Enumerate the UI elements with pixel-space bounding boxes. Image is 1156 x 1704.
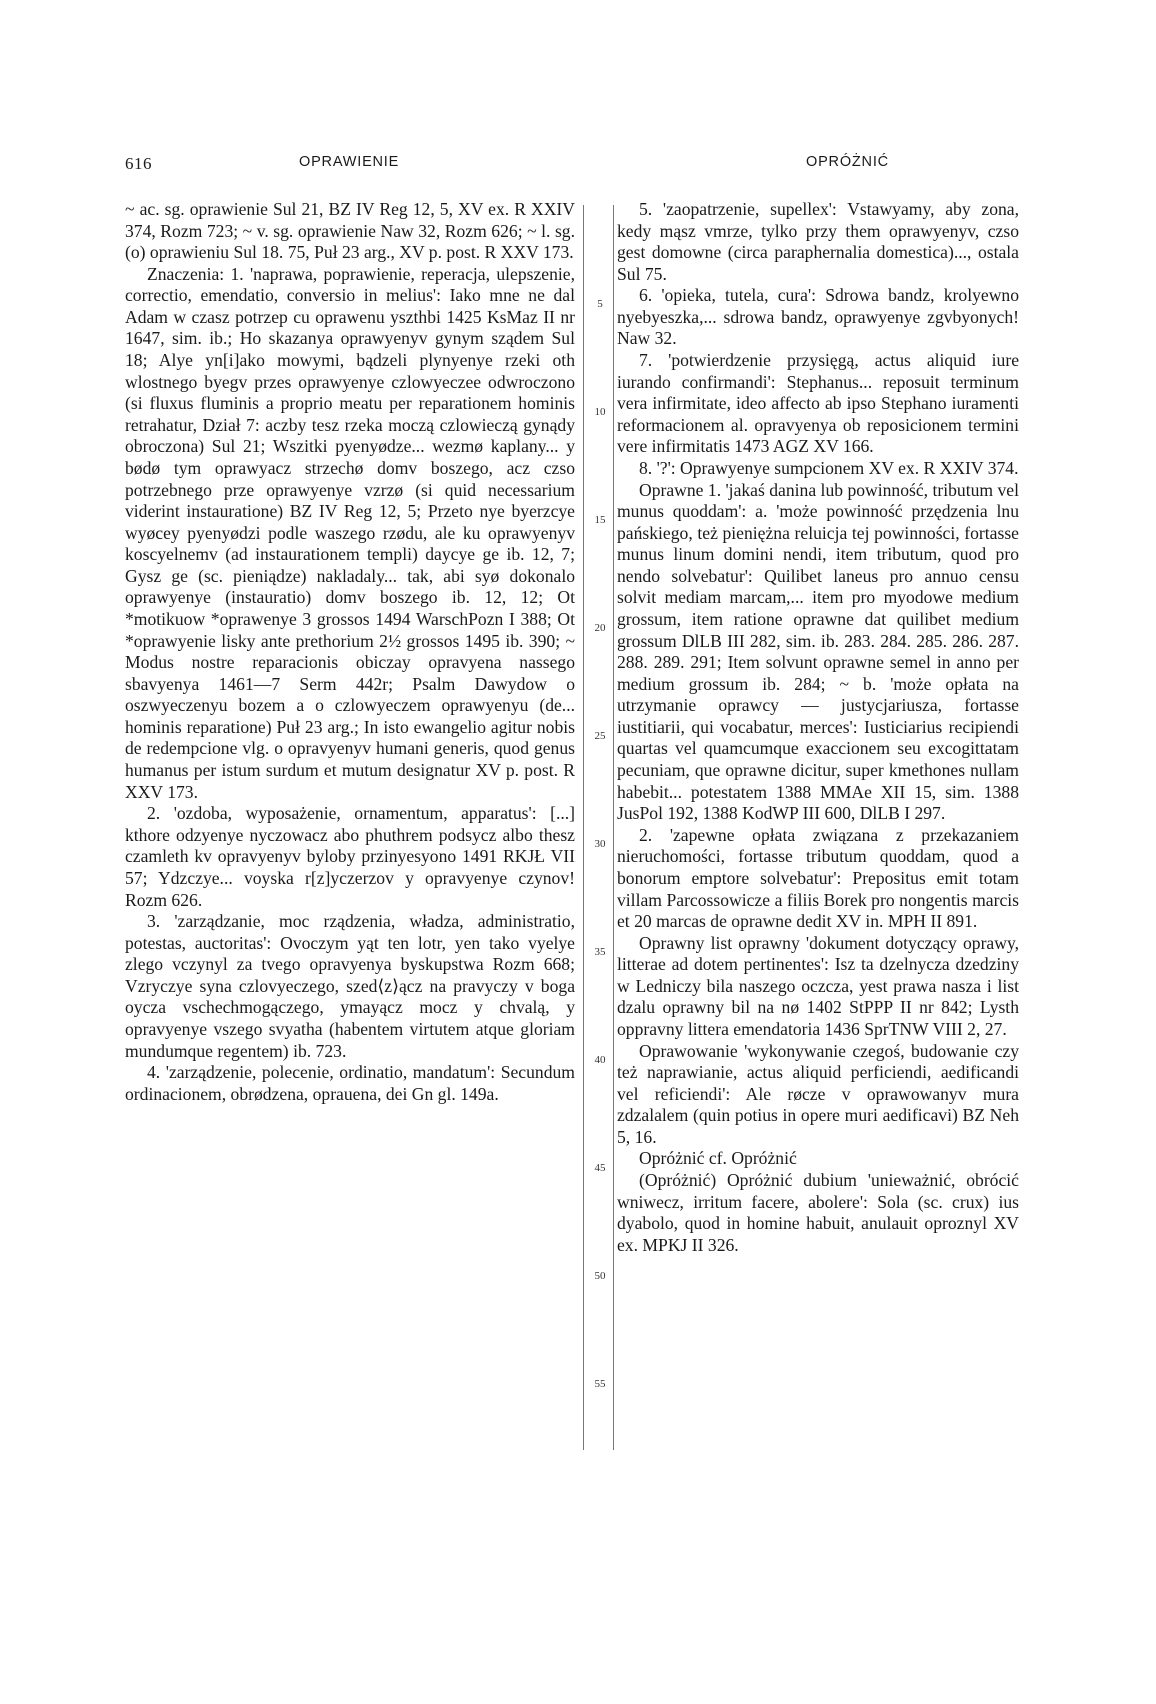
line-number: 25: [594, 730, 606, 742]
entry-oprawne: Oprawne 1. 'jakaś danina lub powinność, tributum vel munus quoddam': a. 'może powinność przędzenia lnu pańskiego, też pieniężna reluicja tej powinności, fortasse munus linum domini nendi, item tributum, quod pro nendo solvebatur': Quilibet laneus pro annuo censu solvit mediam marcam,... item pro myodowe medium grossum, item ratione oprawne dat quilibet medium grossum DlLB III 282, sim. ib. 283. 284. 285. 286. 287. 288. 289. 291; Item solvunt oprawne semel in anno per medium grossum ib. 284; ~ b. 'może opłata na utrzymanie oprawcy — justycjariusza, fortasse iustitiarii, qui vocabatur, merces': Iusticiarius recipiendi quartas vel quamcumque exaccionem seu excogittatam pecuniam, que oprawne dicitur, super kmethones nullam habebit... potestatem 1388 MMAe XII 15, sim. 1388 JusPol 192, 1388 KodWP III 600, DlLB I 297.: [617, 479, 1019, 824]
line-number: 15: [594, 514, 606, 526]
meaning-1: Znaczenia: 1. 'naprawa, poprawienie, reperacja, ulepszenie, correctio, emendatio, conversio in melius': Iako mne ne dal Adam w czasz potrzep cu oprawenu yszthbi 1425 KsMaz II nr 1647, sim. ib.; Ho skazanya oprawyenyv gynym sządem Sul 18; Alye yn[i]ako mowymi, bądzeli plynyenye rzeki oth wlostnego byegv przes oprawyenye czlowyeczee odwroczono (si fluxus fluminis a proprio meatu per reparationem hominis retrahatur, Dział 7: aczby tesz rzeka moczą czlowieczą gynądy obroczona) Sul 21; Wszitki pyenyødze... wezmø kaplany... y bødø tym oprawyacz strzechø domv boszego, acz czso potrzebnego prze oprawyenye vzrzø (si quid necessarium viderint instauratione) BZ IV Reg 12, 5; Przeto nye byerzcye wyøcey pyenyødzi podle waszego rzødu, ale ku oprawyenyv koscyelnemv (ad instaurationem templi) daycye ge ib. 12, 7; Gysz ge (sc. pieniądze) nakladaly... tak, abi syø dokonalo oprawyenye (instauratio) domv boszego ib. 12, 12; Ot *motikuow *oprawenye 3 grossos 1494 WarschPozn I 388; Ot *oprawyenie lisky ante prethorium 2½ grossos 1495 ib. 390; ~ Modus nostre reparacionis obiczay opravyena nassego sbavyenya 1461—7 Serm 442r; Psalm Dawydow o oszwyeczenyu bozem a o czlowyeczem oprawyenyu (de... hominis reparatione) Puł 23 arg.; In isto ewangelio agitur nobis de redempcione vlg. o opravyenyv humani generis, quod genus humanus per istum surdum et mutum designatur XV p. post. R XXV 173.: [125, 263, 575, 802]
running-head-left: OPRAWIENIE: [299, 154, 400, 170]
line-number: 20: [594, 622, 606, 634]
meaning-8: 8. '?': Oprawyenye sumpcionem XV ex. R XXIV 374.: [639, 457, 1019, 478]
meaning-4: 4. 'zarządzenie, polecenie, ordinatio, mandatum': Secundum ordinacionem, obrødzena, oprauena, dei Gn gl. 149a.: [125, 1062, 575, 1104]
line-number: 10: [594, 406, 606, 418]
entry-oproznic: (Opróżnić) Opróżnić dubium 'unieważnić, obrócić wniwecz, irritum facere, abolere': Sola (sc. crux) ius dyabolo, quod in homine habuit, anulauit oproznyl XV ex. MPKJ II 326.: [617, 1170, 1019, 1255]
line-number: 5: [597, 298, 603, 310]
entry-oproznic-cf: Opróżnić cf. Opróżnić: [639, 1148, 797, 1169]
meaning-6: 6. 'opieka, tutela, cura': Sdrowa bandz, krolyewno nyebyeszka,... sdrowa bandz, oprawyenye zgvbyonych! Naw 32.: [617, 285, 1019, 349]
meaning-7: 7. 'potwierdzenie przysięgą, actus aliquid iure iurando confirmandi': Stephanus... reposuit terminum vera infirmitate, ideo affecto ab ipso Stephano iuramenti reformacionem al. opravyenya ob reposicionem termini vere infirmitatis 1473 AGZ XV 166.: [617, 350, 1019, 457]
page-number: 616: [125, 154, 152, 173]
line-number: 55: [594, 1378, 606, 1390]
line-number: 40: [594, 1054, 606, 1066]
line-number: 45: [594, 1162, 606, 1174]
line-number: 35: [594, 946, 606, 958]
running-head-right: OPRÓŻNIĆ: [806, 154, 889, 170]
entry-forms: ~ ac. sg. oprawienie Sul 21, BZ IV Reg 12, 5, XV ex. R XXIV 374, Rozm 723; ~ v. sg. oprawienie Naw 32, Rozm 626; ~ l. sg. (o) oprawieniu Sul 18. 75, Puł 23 arg., XV p. post. R XXV 173.: [125, 199, 575, 263]
column-rule-right: [613, 205, 614, 1450]
entry-oprawny: Oprawny list oprawny 'dokument dotyczący oprawy, litterae ad dotem pertinentes': Isz ta dzelnycza dzedziny w Ledniczy bila naszego oczcza, yest prawa nasza i list dzalu oprawny bil na nø 1402 StPPP II nr 842; Lysth oppravny littera emendatoria 1436 SprTNW VIII 2, 27.: [617, 932, 1019, 1039]
right-column: [617, 199, 1019, 1256]
meaning-5: 5. 'zaopatrzenie, supellex': Vstawyamy, aby zona, kedy mąsz vmrze, tylko przy them oprawyenyv, czso gest domowne (circa paraphernalia domestica)..., ostala Sul 75.: [617, 199, 1019, 284]
left-column: [125, 199, 575, 1105]
entry-oprawowanie: Oprawowanie 'wykonywanie czegoś, budowanie czy też naprawianie, actus aliquid perficiendi, aedificandi vel reficiendi': Ale røcze v oprawowanyv mura zdzalalem (quin potius in opere muri aedificavi) BZ Neh 5, 16.: [617, 1040, 1019, 1147]
line-number: 30: [594, 838, 606, 850]
entry-oprawne-2: 2. 'zapewne opłata związana z przekazaniem nieruchomości, fortasse tributum quoddam, quod a bonorum emptore solvebatur': Prepositus emit totam villam Parcossowicze a filiis Borek pro nongentis marcis et 20 marcas de oprawne dedit XV in. MPH II 891.: [617, 824, 1019, 932]
line-number: 50: [594, 1270, 606, 1282]
meaning-2: 2. 'ozdoba, wyposażenie, ornamentum, apparatus': [...] kthore odzyenye nyczowacz abo phuthrem podsycz albo thesz czamleth kv opravyenyv byloby przinyesyono 1491 RKJŁ VII 57; Ydzczye... voyska r[z]yczerzov y opravyenye czynov! Rozm 626.: [125, 803, 575, 910]
meaning-3: 3. 'zarządzanie, moc rządzenia, władza, administratio, potestas, auctoritas': Ovoczym yąt ten lotr, yen tako vyelye zlego vczynyl za tvego opravyenya byskupstwa Rozm 668; Vzryczye syna czlovyeczego, szed⟨z⟩ącz na pravyczy v boga oycza vschechmogączego, ymayącz mocz y chvalą, y opravyenye vszego svyatha (habentem virtutem atque gloriam mundumque regentem) ib. 723.: [125, 911, 575, 1061]
column-rule-left: [583, 205, 584, 1450]
